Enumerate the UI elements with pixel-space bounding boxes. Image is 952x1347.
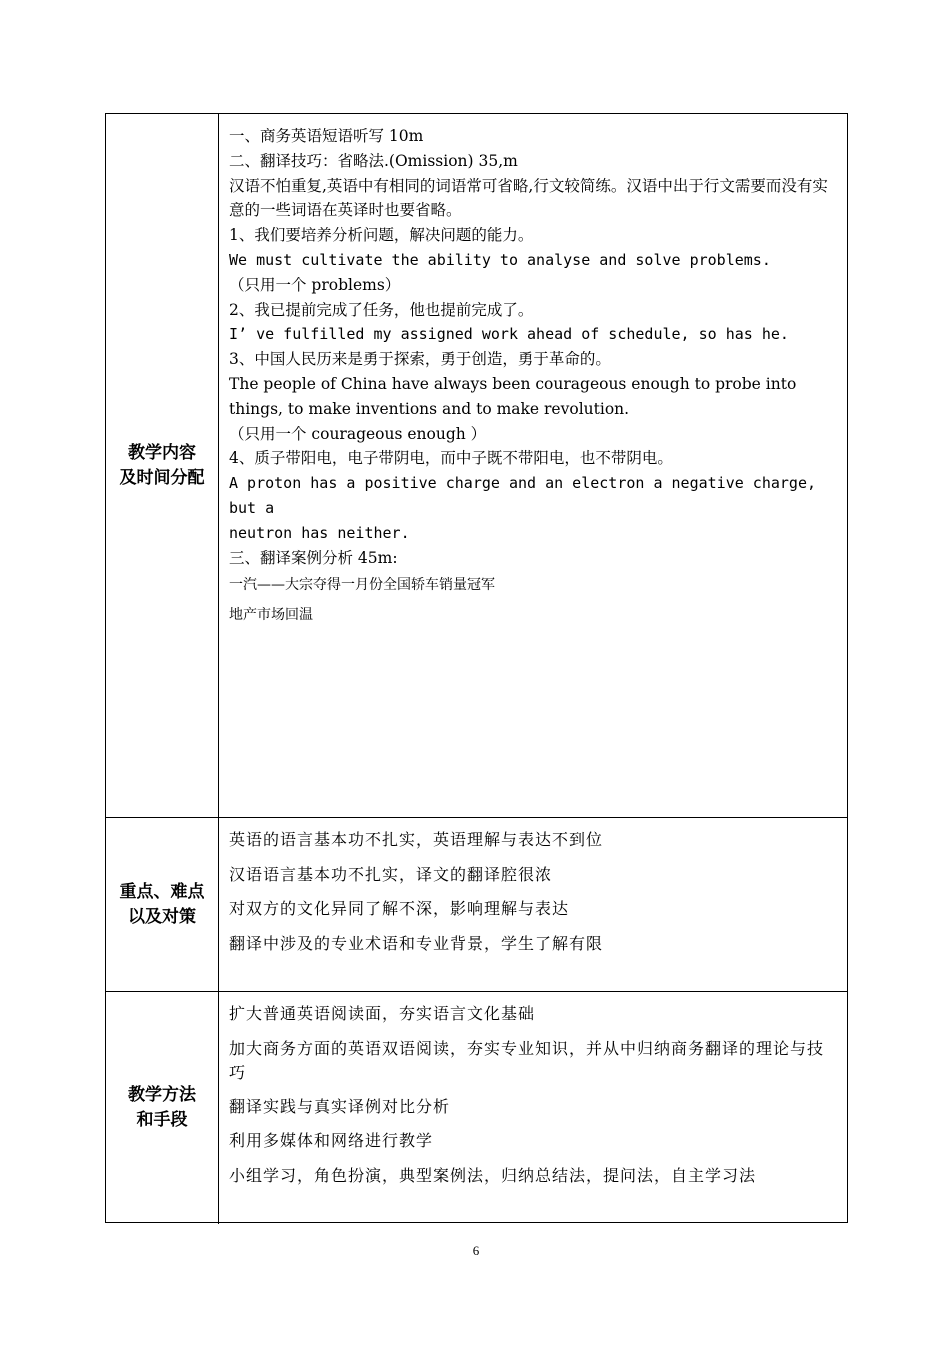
label-line: 教学方法 — [128, 1085, 196, 1105]
text-line: （只用一个 courageous enough ） — [229, 424, 487, 443]
text-line: 三、翻译案例分析 45m: — [229, 548, 398, 567]
label-line: 教学内容 — [128, 442, 196, 463]
text-line: 汉语语言基本功不扎实，译文的翻译腔很浓 — [229, 864, 553, 884]
text-line: 地产市场回温 — [229, 607, 313, 624]
text-line: 对双方的文化异同了解不深，影响理解与表达 — [229, 899, 570, 918]
text-line: 1、我们要培养分析问题，解决问题的能力。 — [229, 226, 534, 245]
text-line: 一汽——大宗夺得一月份全国轿车销量冠军 — [229, 577, 495, 594]
lesson-plan-table — [105, 113, 848, 1223]
row-content-body — [229, 114, 839, 817]
text-line: 汉语不怕重复,英语中有相同的词语常可省略,行文较简练。汉语中出于行文需要而没有实意的一些词语在英译时也要省略。 — [229, 176, 828, 220]
text-line: I’ ve fulfilled my assigned work ahead of schedule, so has he. — [229, 325, 789, 344]
text-line: The people of China have always been courageous enough to probe into things, to make inventions and to make revolution. — [229, 374, 797, 418]
label-line: 以及对策 — [128, 906, 196, 927]
text-line: 4、质子带阳电，电子带阴电，而中子既不带阳电，也不带阴电。 — [229, 449, 673, 468]
text-line: A proton has a positive charge and an electron a negative charge, but a — [229, 474, 816, 517]
label-line: 重点、难点 — [119, 881, 205, 902]
label-line: 及时间分配 — [119, 467, 205, 488]
label-line: 和手段 — [136, 1110, 188, 1130]
row-content-time — [106, 114, 847, 818]
text-line: We must cultivate the ability to analyse and solve problems. — [229, 250, 771, 269]
row-key-difficulties — [106, 818, 847, 992]
row-teaching-methods-body — [229, 992, 839, 1224]
page-number: 6 — [472, 1243, 480, 1258]
text-line: 加大商务方面的英语双语阅读，夯实专业知识，并从中归纳商务翻译的理论与技巧 — [229, 1038, 825, 1082]
row-label-key-difficulties — [106, 818, 219, 991]
text-line: 翻译中涉及的专业术语和专业背景，学生了解有限 — [229, 933, 604, 953]
text-line: 扩大普通英语阅读面，夯实语言文化基础 — [229, 1004, 536, 1023]
row-teaching-methods — [106, 992, 847, 1224]
text-line: 一、商务英语短语听写 10m — [229, 127, 424, 145]
text-line: 2、我已提前完成了任务，他也提前完成了。 — [229, 300, 534, 319]
text-line: （只用一个 problems） — [229, 275, 401, 294]
text-line: 英语的语言基本功不扎实，英语理解与表达不到位 — [229, 830, 604, 849]
text-line: 3、中国人民历来是勇于探索，勇于创造，勇于革命的。 — [229, 350, 611, 369]
text-line: neutron has neither. — [229, 523, 410, 542]
text-line: 小组学习，角色扮演，典型案例法，归纳总结法，提问法，自主学习法 — [229, 1165, 757, 1185]
row-key-difficulties-body — [229, 818, 839, 991]
row-label-teaching-methods — [106, 992, 219, 1224]
row-label-content-time — [106, 114, 219, 817]
text-line: 利用多媒体和网络进行教学 — [229, 1131, 434, 1150]
text-line: 翻译实践与真实译例对比分析 — [229, 1096, 451, 1116]
text-line: 二、翻译技巧：省略法.(Omission) 35,m — [229, 151, 518, 170]
